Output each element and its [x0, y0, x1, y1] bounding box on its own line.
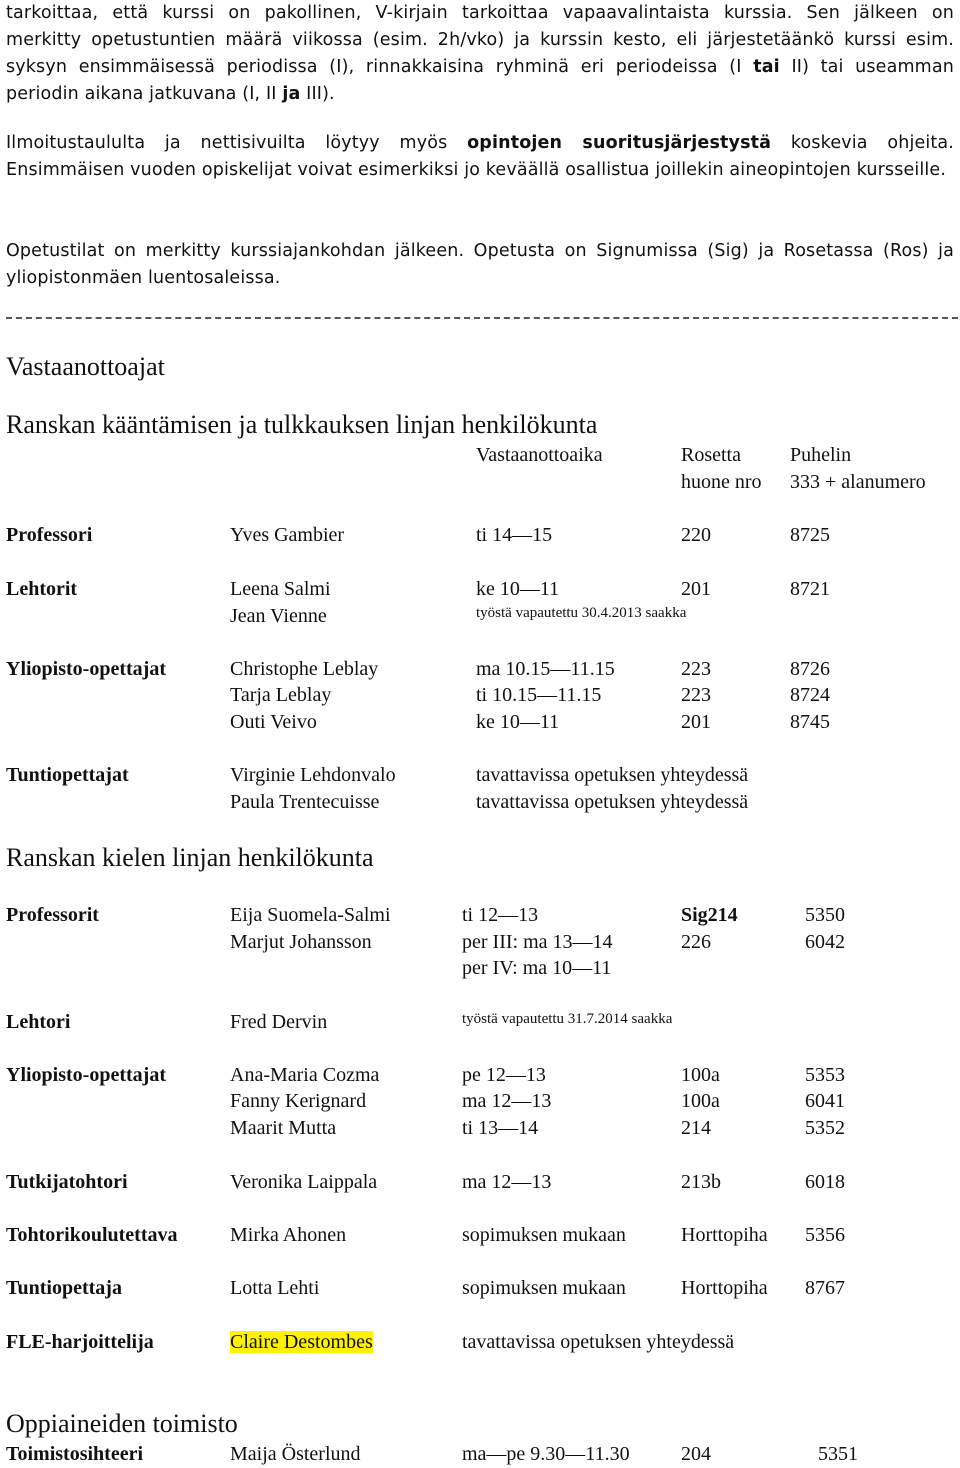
- role-label: Tuntiopettaja: [6, 1277, 122, 1299]
- reception-time: ti 12—13: [462, 904, 539, 926]
- staff-name: Ana-Maria Cozma: [230, 1064, 380, 1086]
- staff-name: [230, 1329, 373, 1355]
- staff-name: Marjut Johansson: [230, 931, 372, 953]
- reception-time: sopimuksen mukaan: [462, 1224, 626, 1246]
- leave-note: työstä vapautettu 30.4.2013 saakka: [476, 605, 687, 621]
- phone-number: 6042: [805, 931, 845, 953]
- role-label: Yliopisto-opettajat: [6, 658, 166, 680]
- staff-name: Lotta Lehti: [230, 1277, 320, 1299]
- room-number: 214: [681, 1117, 711, 1139]
- room-number: 204: [681, 1443, 711, 1465]
- role-label: Professorit: [6, 904, 99, 926]
- intro-paragraph-3: Opetustilat on merkitty kurssiajankohdan jälkeen. Opetusta on Signumissa (Sig) ja Rosetassa (Ros) ja yliopistonmäen luentosaleissa.: [6, 241, 954, 288]
- reception-time: pe 12—13: [462, 1064, 546, 1086]
- text-line: tarkoittaa, että kurssi on pakollinen, V-kirjain tarkoittaa vapaavalintaista kurssia. Sen jälkeen on: [6, 3, 954, 23]
- phone-number: 8726: [790, 658, 830, 680]
- phone-number: 6018: [805, 1171, 845, 1193]
- staff-name: Maarit Mutta: [230, 1117, 337, 1139]
- phone-number: 8767: [805, 1277, 845, 1299]
- role-label: Tuntiopettajat: [6, 764, 129, 786]
- staff-name: Yves Gambier: [230, 524, 345, 546]
- reception-time: tavattavissa opetuksen yhteydessä: [462, 1331, 735, 1353]
- phone-number: 6041: [805, 1090, 845, 1112]
- role-label: Tohtorikoulutettava: [6, 1224, 178, 1246]
- phone-number: 8745: [790, 711, 830, 733]
- text-line: Ilmoitustaululta ja nettisivuilta löytyy myös opintojen suoritusjärjestystä koskevia ohjeita.: [6, 133, 954, 153]
- phone-number: 5353: [805, 1064, 845, 1086]
- role-label: Lehtorit: [6, 578, 78, 600]
- room-number: 226: [681, 931, 711, 953]
- staff-name: Jean Vienne: [230, 605, 327, 627]
- reception-time: ti 14—15: [476, 524, 553, 546]
- section-title-language: Ranskan kielen linjan henkilökunta: [6, 843, 374, 872]
- phone-number: 5356: [805, 1224, 845, 1246]
- reception-time: tavattavissa opetuksen yhteydessä: [476, 791, 749, 813]
- staff-name: Paula Trentecuisse: [230, 791, 380, 813]
- reception-time: sopimuksen mukaan: [462, 1277, 626, 1299]
- phone-number: 8724: [790, 684, 830, 706]
- phone-number: 5351: [818, 1443, 858, 1465]
- staff-name: Leena Salmi: [230, 578, 331, 600]
- reception-time: ma 12—13: [462, 1090, 552, 1112]
- staff-name: Mirka Ahonen: [230, 1224, 347, 1246]
- staff-name: Virginie Lehdonvalo: [230, 764, 396, 786]
- role-label: Yliopisto-opettajat: [6, 1064, 166, 1086]
- reception-time: ma—pe 9.30—11.30: [462, 1443, 630, 1465]
- dashed-divider: [6, 317, 958, 319]
- intro-paragraph-1: [6, 0, 954, 108]
- room-number: 213b: [681, 1171, 721, 1193]
- role-label: Lehtori: [6, 1011, 71, 1033]
- staff-name: Tarja Leblay: [230, 684, 332, 706]
- phone-number: 5352: [805, 1117, 845, 1139]
- phone-number: 8721: [790, 578, 830, 600]
- room-number: 100a: [681, 1090, 720, 1112]
- role-label: Toimistosihteeri: [6, 1443, 144, 1465]
- room-number: 223: [681, 684, 711, 706]
- intro-paragraph-2: [6, 130, 954, 184]
- reception-time: tavattavissa opetuksen yhteydessä: [476, 764, 749, 786]
- room-number: 220: [681, 524, 711, 546]
- column-subheader-ext: 333 + alanumero: [790, 471, 926, 493]
- staff-name: Maija Österlund: [230, 1443, 361, 1465]
- phone-number: 5350: [805, 904, 845, 926]
- room-number: Horttopiha: [681, 1224, 768, 1246]
- leave-note: työstä vapautettu 31.7.2014 saakka: [462, 1011, 673, 1027]
- reception-time: ti 13—14: [462, 1117, 539, 1139]
- staff-name: Outi Veivo: [230, 711, 317, 733]
- page-title: Vastaanottoajat: [6, 352, 165, 381]
- role-label: Professori: [6, 524, 93, 546]
- staff-name: Fred Dervin: [230, 1011, 328, 1033]
- reception-time: ke 10—11: [476, 578, 560, 600]
- section-title-office: Oppiaineiden toimisto: [6, 1409, 238, 1438]
- room-number: Sig214: [681, 904, 738, 926]
- column-header-rosetta: Rosetta: [681, 444, 741, 466]
- room-number: 201: [681, 578, 711, 600]
- column-header-reception: Vastaanottoaika: [476, 444, 603, 466]
- staff-name: Eija Suomela-Salmi: [230, 904, 391, 926]
- reception-time: per IV: ma 10—11: [462, 957, 612, 979]
- text-line: periodin aikana jatkuvana (I, II ja III).: [6, 84, 335, 104]
- staff-name: Veronika Laippala: [230, 1171, 378, 1193]
- room-number: Horttopiha: [681, 1277, 768, 1299]
- reception-time: ke 10—11: [476, 711, 560, 733]
- reception-time: ma 12—13: [462, 1171, 552, 1193]
- phone-number: 8725: [790, 524, 830, 546]
- room-number: 223: [681, 658, 711, 680]
- room-number: 201: [681, 711, 711, 733]
- reception-time: ti 10.15—11.15: [476, 684, 602, 706]
- column-header-phone: Puhelin: [790, 444, 852, 466]
- text-line: Ensimmäisen vuoden opiskelijat voivat esimerkiksi jo keväällä osallistua joillekin aineopintojen kursseille.: [6, 160, 947, 180]
- text-line: syksyn ensimmäisessä periodissa (I), rinnakkaisina ryhminä eri periodeissa (I tai II) tai useamman: [6, 57, 954, 77]
- column-subheader-room: huone nro: [681, 471, 762, 493]
- highlighted-name: Claire Destombes: [230, 1331, 373, 1353]
- room-number: 100a: [681, 1064, 720, 1086]
- text-line: merkitty opetustuntien määrä viikossa (esim. 2h/vko) ja kurssin kesto, eli järjestetäänkö kurssi esim.: [6, 30, 954, 50]
- section-title-translation: Ranskan kääntämisen ja tulkkauksen linjan henkilökunta: [6, 410, 598, 439]
- role-label: FLE-harjoittelija: [6, 1331, 154, 1353]
- role-label: Tutkijatohtori: [6, 1171, 128, 1193]
- staff-name: Christophe Leblay: [230, 658, 379, 680]
- reception-time: ma 10.15—11.15: [476, 658, 615, 680]
- staff-name: Fanny Kerignard: [230, 1090, 367, 1112]
- reception-time: per III: ma 13—14: [462, 931, 613, 953]
